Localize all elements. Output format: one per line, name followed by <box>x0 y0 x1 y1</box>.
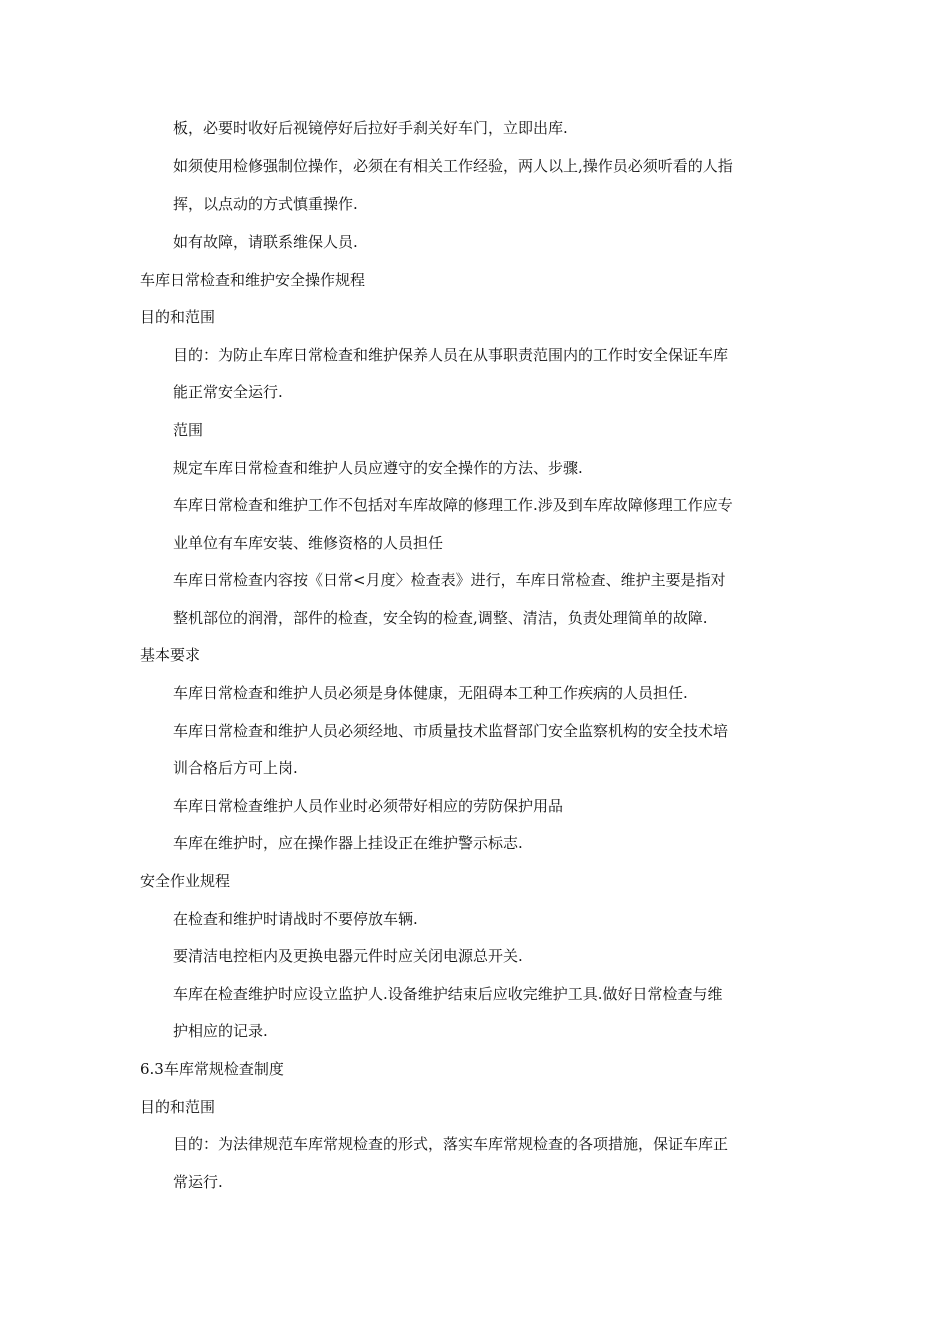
paragraph-line: 要清洁电控柜内及更换电器元件时应关闭电源总开关. <box>173 947 523 965</box>
paragraph-line: 车库日常检查和维护人员必须经地、市质量技术监督部门安全监察机构的安全技术培 <box>173 722 729 740</box>
section-heading: 6.3车库常规检查制度 <box>140 1060 284 1078</box>
paragraph-line: 车库日常检查内容按《日常<月度〉检查表》进行，车库日常检查、维护主要是指对 <box>173 571 726 589</box>
paragraph-line: 整机部位的润滑，部件的检查，安全钩的检查,调整、清洁，负责处理简单的故障. <box>173 609 708 627</box>
subsection-heading: 安全作业规程 <box>140 872 231 890</box>
subsection-heading: 基本要求 <box>140 646 201 664</box>
paragraph-line: 如须使用检修强制位操作，必须在有相关工作经验，两人以上,操作员必须听看的人指 <box>173 157 733 175</box>
paragraph-line: 范围 <box>173 421 204 439</box>
section-heading: 车库日常检查和维护安全操作规程 <box>140 271 366 289</box>
paragraph-line: 目的：为防止车库日常检查和维护保养人员在从事职责范围内的工作时安全保证车库 <box>173 346 729 364</box>
paragraph-line: 车库在检查维护时应设立监护人.设备维护结束后应收完维护工具.做好日常检查与维 <box>173 985 723 1003</box>
paragraph-line: 车库日常检查维护人员作业时必须带好相应的劳防保护用品 <box>173 797 564 815</box>
paragraph-line: 训合格后方可上岗. <box>173 759 298 777</box>
paragraph-line: 能正常安全运行. <box>173 383 283 401</box>
paragraph-line: 车库日常检查和维护人员必须是身体健康，无阻碍本工种工作疾病的人员担任. <box>173 684 688 702</box>
paragraph-line: 如有故障，请联系维保人员. <box>173 233 358 251</box>
paragraph-line: 目的：为法律规范车库常规检查的形式，落实车库常规检查的各项措施，保证车库正 <box>173 1135 729 1153</box>
paragraph-line: 挥，以点动的方式慎重操作. <box>173 195 358 213</box>
paragraph-line: 常运行. <box>173 1173 223 1191</box>
paragraph-line: 在检查和维护时请战时不要停放车辆. <box>173 910 418 928</box>
subsection-heading: 目的和范围 <box>140 1098 216 1116</box>
paragraph-line: 业单位有车库安装、维修资格的人员担任 <box>173 534 444 552</box>
paragraph-line: 车库日常检查和维护工作不包括对车库故障的修理工作.涉及到车库故障修理工作应专 <box>173 496 733 514</box>
paragraph-line: 护相应的记录. <box>173 1022 268 1040</box>
paragraph-line: 板，必要时收好后视镜停好后拉好手刹关好车门，立即出库. <box>173 119 568 137</box>
subsection-heading: 目的和范围 <box>140 308 216 326</box>
paragraph-line: 规定车库日常检查和维护人员应遵守的安全操作的方法、步骤. <box>173 459 583 477</box>
paragraph-line: 车库在维护时，应在操作器上挂设正在维护警示标志. <box>173 834 523 852</box>
